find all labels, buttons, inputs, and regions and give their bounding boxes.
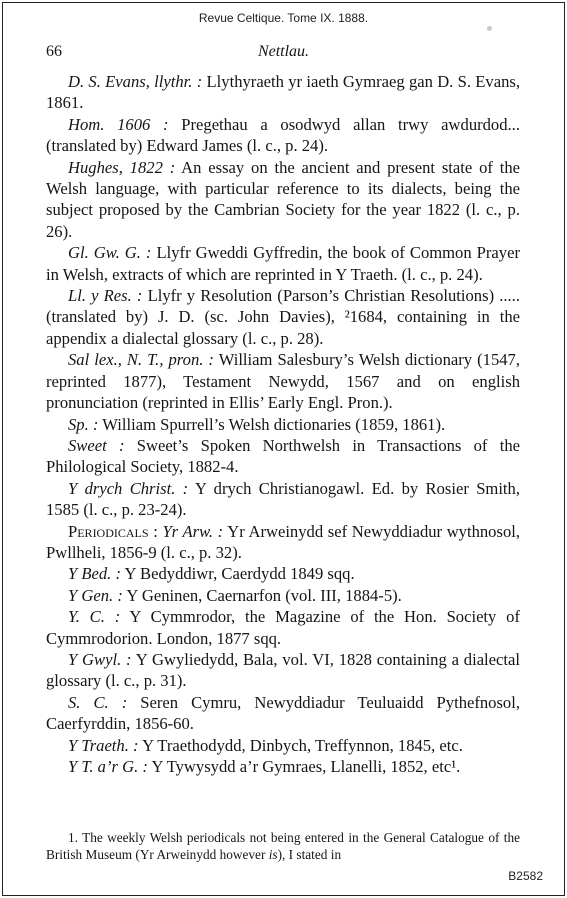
scan-smudge [487, 26, 492, 31]
entry-text: Llyfr Gweddi Gyffredin, the book of Common Prayer in Welsh, extracts of which are reprinted in Y Traeth. (l. c., p. 24). [46, 243, 520, 284]
entry-abbreviation: Y Bed. : [68, 564, 121, 584]
section-lead: Periodicals : [68, 521, 158, 541]
bibliography-entry [46, 71, 520, 114]
entry-text: Y drych Christianogawl. Ed. by Rosier Smith, 1585 (l. c., p. 23-24). [46, 478, 520, 520]
bibliography-entry [46, 735, 520, 756]
entry-abbreviation: Hughes, 1822 : [68, 157, 176, 177]
bibliography-entry [46, 242, 520, 285]
bibliography-entry [46, 478, 520, 521]
entry-text: Y Cymmrodor, the Magazine of the Hon. Society of Cymmrodorion. London, 1877 sqq. [46, 607, 520, 648]
bibliography-entry [46, 157, 520, 243]
bibliography-entry [46, 756, 520, 777]
footnote [46, 829, 520, 863]
footnote-text-end: ), I stated in [277, 847, 342, 863]
footnote-text: 1. The weekly Welsh periodicals not being entered in the General Catalogue of the British Museum (Yr Arweinydd however [46, 830, 520, 863]
catalog-id: B2582 [508, 869, 543, 883]
entry-text: Y Traethodydd, Dinbych, Treffynnon, 1845, etc. [138, 735, 463, 755]
entry-abbreviation: Gl. Gw. G. : [68, 243, 152, 263]
entry-abbreviation: Ll. y Res. : [68, 286, 143, 306]
bibliography-entry [46, 563, 520, 584]
bibliography-entry [46, 349, 520, 413]
entry-abbreviation: Y T. a’r G. : [68, 757, 148, 776]
page-header: Nettlau. [257, 43, 310, 60]
entry-abbreviation: Sal lex., N. T., pron. : [68, 350, 214, 370]
entry-text: William Spurrell’s Welsh dictionaries (1859, 1861). [98, 414, 446, 434]
entry-abbreviation: S. C. : [68, 692, 128, 712]
entry-abbreviation: Y Gen. : [68, 585, 123, 605]
bibliography-entry [46, 521, 520, 564]
entry-text: William Salesbury’s Welsh dictionary (1547, reprinted 1877), Testament Newydd, 1567 and on english pronunciation (reprinted in Ellis’ Early Engl. Pron.). [46, 350, 520, 413]
page-number: 66 [46, 43, 62, 60]
entry-text: Seren Cymru, Newyddiadur Teuluaidd Pythefnosol, Caerfyrddin, 1856-60. [46, 692, 520, 734]
entry-text: Y Gwyliedydd, Bala, vol. VI, 1828 containing a dialectal glossary (l. c., p. 31). [46, 649, 520, 691]
entry-text: Llythyraeth yr iaeth Gymraeg gan D. S. Evans, 1861. [46, 72, 520, 113]
entry-abbreviation: Y drych Christ. : [68, 478, 189, 498]
footnote-emphasis: is [268, 847, 278, 863]
bibliography-entry [46, 585, 520, 606]
entry-text: Pregethau a osodwyd allan trwy awdurdod... (translated by) Edward James (l. c., p. 24). [46, 114, 520, 156]
bibliography-entry [46, 692, 520, 735]
bibliography-list [46, 71, 520, 777]
bibliography-entry [46, 649, 520, 692]
entry-abbreviation: Y Traeth. : [68, 735, 139, 755]
entry-text: An essay on the ancient and present state of the Welsh language, with particular reference to its dialects, being the subject proposed by the Cambrian Society for the year 1822 (l. c., p. 26). [46, 157, 521, 241]
entry-abbreviation: Sp. : [68, 414, 99, 434]
bibliography-entry [46, 435, 520, 478]
entry-text: Y Tywysydd a’r Gymraes, Llanelli, 1852, etc¹. [147, 757, 461, 776]
entry-abbreviation: Y Gwyl. : [68, 649, 132, 669]
entry-text: Llyfr y Resolution (Parson’s Christian Resolutions) ..... (translated by) J. D. (sc. John Davies), ²1684, containing in the appendix a dialectal glossary (l. c., p. 28). [46, 286, 520, 348]
bibliography-entry [46, 114, 520, 157]
entry-abbreviation: Hom. 1606 : [68, 114, 169, 134]
entry-text: Y Bedyddiwr, Caerdydd 1849 sqq. [121, 564, 355, 584]
entry-abbreviation: D. S. Evans, llythr. : [68, 72, 203, 91]
entry-abbreviation: Yr Arw. : [157, 521, 224, 541]
bibliography-entry [46, 606, 520, 649]
source-caption: Revue Celtique. Tome IX. 1888. [198, 11, 369, 25]
entry-abbreviation: Sweet : [68, 435, 125, 455]
entry-text: Y Geninen, Caernarfon (vol. III, 1884-5). [122, 585, 402, 605]
entry-text: Yr Arweinydd sef Newyddiadur wythnosol, Pwllheli, 1856-9 (l. c., p. 32). [46, 521, 520, 562]
entry-text: Sweet’s Spoken Northwelsh in Transactions of the Philological Society, 1882-4. [46, 435, 520, 477]
entry-abbreviation: Y. C. : [68, 607, 121, 627]
bibliography-entry [46, 414, 520, 435]
bibliography-entry [46, 285, 520, 349]
